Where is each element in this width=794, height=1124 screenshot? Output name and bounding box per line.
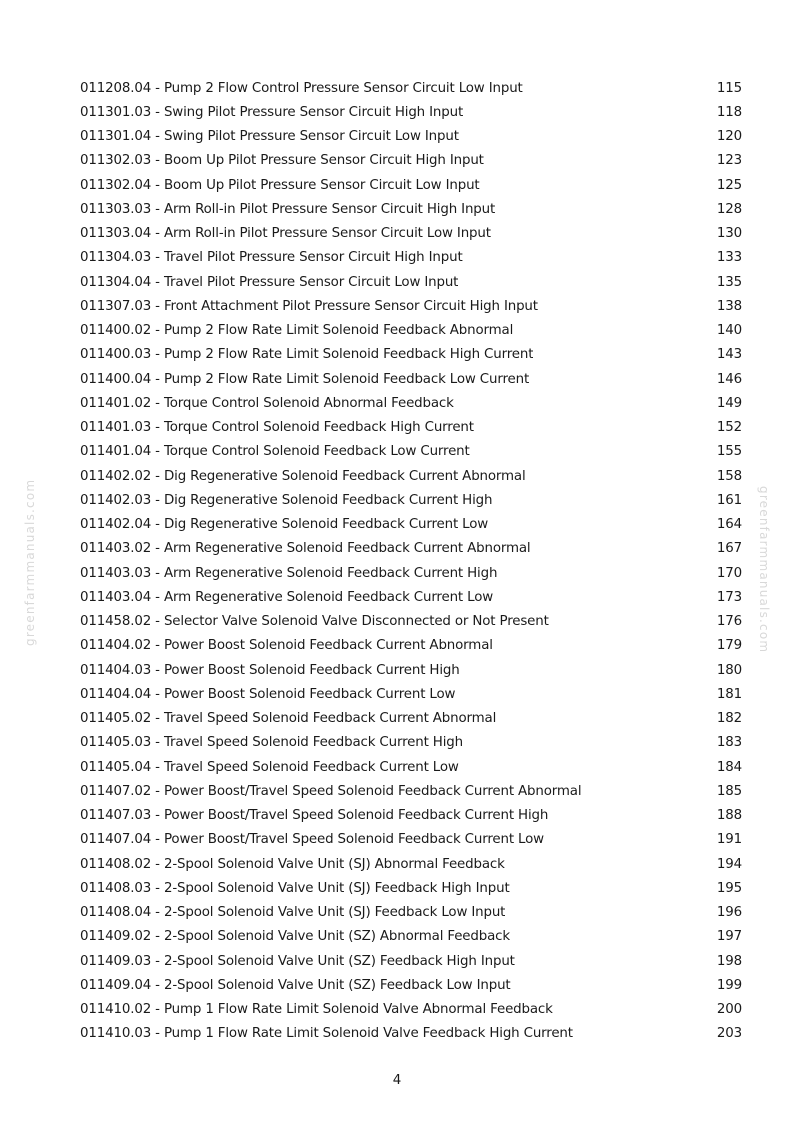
- toc-entry-title[interactable]: 011409.03 - 2-Spool Solenoid Valve Unit (SZ) Feedback High Input: [80, 953, 515, 969]
- toc-entry-title[interactable]: 011410.02 - Pump 1 Flow Rate Limit Solenoid Valve Abnormal Feedback: [80, 1002, 553, 1018]
- toc-entry-title[interactable]: 011408.02 - 2-Spool Solenoid Valve Unit (SJ) Abnormal Feedback: [80, 856, 505, 872]
- toc-entry[interactable]: [80, 197, 742, 221]
- toc-entry[interactable]: [80, 125, 742, 149]
- toc-entry[interactable]: [80, 222, 742, 246]
- toc-entry[interactable]: [80, 149, 742, 173]
- toc-entry-page[interactable]: 188: [716, 808, 742, 824]
- toc-entry-title[interactable]: 011407.03 - Power Boost/Travel Speed Solenoid Feedback Current High: [80, 808, 549, 824]
- toc-entry-title[interactable]: 011403.03 - Arm Regenerative Solenoid Feedback Current High: [80, 565, 498, 581]
- toc-entry-page[interactable]: 170: [716, 565, 742, 581]
- toc-entry-title[interactable]: 011408.03 - 2-Spool Solenoid Valve Unit (SJ) Feedback High Input: [80, 880, 510, 896]
- toc-entry[interactable]: [80, 100, 742, 124]
- toc-entry-title[interactable]: 011405.03 - Travel Speed Solenoid Feedback Current High: [80, 735, 463, 751]
- toc-entry[interactable]: [80, 319, 742, 343]
- toc-entry-page[interactable]: 140: [716, 323, 742, 339]
- toc-entry[interactable]: [80, 76, 742, 100]
- toc-entry[interactable]: [80, 343, 742, 367]
- toc-entry-page[interactable]: 196: [716, 905, 742, 921]
- toc-entry[interactable]: [80, 949, 742, 973]
- toc-entry-page[interactable]: 183: [716, 735, 742, 751]
- toc-entry[interactable]: [80, 901, 742, 925]
- watermark-left: greenfarmmanuals.com: [23, 478, 37, 646]
- toc-entry-title[interactable]: 011404.03 - Power Boost Solenoid Feedback Current High: [80, 662, 460, 678]
- toc-entry-title[interactable]: 011301.03 - Swing Pilot Pressure Sensor Circuit High Input: [80, 104, 464, 120]
- toc-entry[interactable]: [80, 488, 742, 512]
- toc-entry-page[interactable]: 161: [716, 492, 742, 508]
- toc-entry[interactable]: [80, 464, 742, 488]
- toc-entry-page[interactable]: 203: [716, 1026, 742, 1042]
- toc-entry[interactable]: [80, 246, 742, 270]
- toc-entry[interactable]: [80, 828, 742, 852]
- toc-entry-title[interactable]: 011208.04 - Pump 2 Flow Control Pressure Sensor Circuit Low Input: [80, 80, 523, 96]
- toc-entry-title[interactable]: 011405.04 - Travel Speed Solenoid Feedback Current Low: [80, 759, 459, 775]
- toc-entry-title[interactable]: 011304.03 - Travel Pilot Pressure Sensor Circuit High Input: [80, 250, 463, 266]
- toc-entry-title[interactable]: 011403.04 - Arm Regenerative Solenoid Feedback Current Low: [80, 589, 494, 605]
- toc-entry[interactable]: [80, 537, 742, 561]
- toc-entry[interactable]: [80, 1022, 742, 1046]
- toc-entry-title[interactable]: 011410.03 - Pump 1 Flow Rate Limit Solenoid Valve Feedback High Current: [80, 1026, 573, 1042]
- toc-entry-page[interactable]: 199: [716, 977, 742, 993]
- toc-entry-title[interactable]: 011401.03 - Torque Control Solenoid Feedback High Current: [80, 420, 474, 436]
- toc-entry-page[interactable]: 128: [716, 201, 742, 217]
- toc-entry-title[interactable]: 011458.02 - Selector Valve Solenoid Valve Disconnected or Not Present: [80, 614, 549, 630]
- toc-entry-title[interactable]: 011400.04 - Pump 2 Flow Rate Limit Solenoid Feedback Low Current: [80, 371, 530, 387]
- toc-entry-title[interactable]: 011402.02 - Dig Regenerative Solenoid Feedback Current Abnormal: [80, 468, 526, 484]
- toc-entry[interactable]: [80, 270, 742, 294]
- toc-entry[interactable]: [80, 585, 742, 609]
- toc-entry-title[interactable]: 011303.03 - Arm Roll-in Pilot Pressure Sensor Circuit High Input: [80, 201, 496, 217]
- toc-entry-page[interactable]: 180: [716, 662, 742, 678]
- toc-entry-page[interactable]: 195: [716, 880, 742, 896]
- toc-entry-page[interactable]: 194: [716, 856, 742, 872]
- toc-entry-title[interactable]: 011408.04 - 2-Spool Solenoid Valve Unit (SJ) Feedback Low Input: [80, 905, 506, 921]
- toc-entry-title[interactable]: 011407.04 - Power Boost/Travel Speed Solenoid Feedback Current Low: [80, 832, 544, 848]
- toc-entry-page[interactable]: 182: [716, 711, 742, 727]
- toc-entry-page[interactable]: 115: [716, 80, 742, 96]
- toc-entry-page[interactable]: 200: [716, 1002, 742, 1018]
- toc-entry-page[interactable]: 179: [716, 638, 742, 654]
- toc-entry[interactable]: [80, 173, 742, 197]
- toc-entry-title[interactable]: 011409.02 - 2-Spool Solenoid Valve Unit (SZ) Abnormal Feedback: [80, 929, 510, 945]
- toc-entry-page[interactable]: 118: [716, 104, 742, 120]
- toc-entry-title[interactable]: 011403.02 - Arm Regenerative Solenoid Feedback Current Abnormal: [80, 541, 531, 557]
- toc-entry-page[interactable]: 185: [716, 783, 742, 799]
- watermark-right: greenfarmmanuals.com: [757, 486, 771, 654]
- toc-entry-page[interactable]: 176: [716, 614, 742, 630]
- toc-entry-page[interactable]: 125: [716, 177, 742, 193]
- toc-entry[interactable]: [80, 998, 742, 1022]
- toc-entry-page[interactable]: 184: [716, 759, 742, 775]
- toc-entry-page[interactable]: 181: [716, 686, 742, 702]
- toc-entry-title[interactable]: 011404.04 - Power Boost Solenoid Feedback Current Low: [80, 686, 456, 702]
- toc-entry-title[interactable]: 011407.02 - Power Boost/Travel Speed Solenoid Feedback Current Abnormal: [80, 783, 582, 799]
- toc-entry[interactable]: [80, 731, 742, 755]
- toc-entry-title[interactable]: 011302.03 - Boom Up Pilot Pressure Sensor Circuit High Input: [80, 153, 484, 169]
- toc-entry-title[interactable]: 011401.04 - Torque Control Solenoid Feedback Low Current: [80, 444, 470, 460]
- toc-entry[interactable]: [80, 391, 742, 415]
- toc-entry[interactable]: [80, 610, 742, 634]
- toc-entry-title[interactable]: 011302.04 - Boom Up Pilot Pressure Sensor Circuit Low Input: [80, 177, 480, 193]
- toc-entry[interactable]: [80, 852, 742, 876]
- toc-entry-page[interactable]: 123: [716, 153, 742, 169]
- page-number: 4: [392, 1073, 402, 1088]
- toc-entry-title[interactable]: 011400.02 - Pump 2 Flow Rate Limit Solenoid Feedback Abnormal: [80, 323, 514, 339]
- toc-entry-title[interactable]: 011405.02 - Travel Speed Solenoid Feedback Current Abnormal: [80, 711, 497, 727]
- toc-entry-page[interactable]: 173: [716, 589, 742, 605]
- table-of-contents: [80, 76, 742, 1046]
- toc-entry-page[interactable]: 158: [716, 468, 742, 484]
- toc-entry-title[interactable]: 011402.03 - Dig Regenerative Solenoid Feedback Current High: [80, 492, 493, 508]
- toc-entry[interactable]: [80, 561, 742, 585]
- toc-entry[interactable]: [80, 779, 742, 803]
- toc-entry[interactable]: [80, 682, 742, 706]
- toc-entry-title[interactable]: 011409.04 - 2-Spool Solenoid Valve Unit (SZ) Feedback Low Input: [80, 977, 511, 993]
- toc-entry-title[interactable]: 011303.04 - Arm Roll-in Pilot Pressure Sensor Circuit Low Input: [80, 226, 491, 242]
- toc-entry-title[interactable]: 011307.03 - Front Attachment Pilot Pressure Sensor Circuit High Input: [80, 298, 538, 314]
- toc-entry-title[interactable]: 011404.02 - Power Boost Solenoid Feedback Current Abnormal: [80, 638, 493, 654]
- toc-entry-page[interactable]: 143: [716, 347, 742, 363]
- toc-entry-page[interactable]: 164: [716, 517, 742, 533]
- toc-entry[interactable]: [80, 416, 742, 440]
- toc-entry-page[interactable]: 155: [716, 444, 742, 460]
- toc-entry-title[interactable]: 011402.04 - Dig Regenerative Solenoid Feedback Current Low: [80, 517, 489, 533]
- toc-entry-page[interactable]: 130: [716, 226, 742, 242]
- toc-entry-page[interactable]: 146: [716, 371, 742, 387]
- toc-entry[interactable]: [80, 634, 742, 658]
- toc-entry[interactable]: [80, 755, 742, 779]
- toc-entry-page[interactable]: 135: [716, 274, 742, 290]
- toc-entry[interactable]: [80, 876, 742, 900]
- toc-entry-page[interactable]: 133: [716, 250, 742, 266]
- toc-entry-title[interactable]: 011401.02 - Torque Control Solenoid Abnormal Feedback: [80, 395, 454, 411]
- toc-entry-page[interactable]: 138: [716, 298, 742, 314]
- toc-entry-page[interactable]: 120: [716, 129, 742, 145]
- toc-entry-page[interactable]: 197: [716, 929, 742, 945]
- toc-entry[interactable]: [80, 367, 742, 391]
- toc-entry-page[interactable]: 167: [716, 541, 742, 557]
- toc-entry-title[interactable]: 011400.03 - Pump 2 Flow Rate Limit Solenoid Feedback High Current: [80, 347, 534, 363]
- toc-entry[interactable]: [80, 707, 742, 731]
- toc-entry[interactable]: [80, 513, 742, 537]
- toc-entry-page[interactable]: 152: [716, 420, 742, 436]
- toc-entry-title[interactable]: 011304.04 - Travel Pilot Pressure Sensor Circuit Low Input: [80, 274, 459, 290]
- toc-entry-page[interactable]: 191: [716, 832, 742, 848]
- toc-entry[interactable]: [80, 658, 742, 682]
- toc-entry[interactable]: [80, 973, 742, 997]
- toc-entry[interactable]: [80, 294, 742, 318]
- toc-entry-page[interactable]: 198: [716, 953, 742, 969]
- toc-entry-page[interactable]: 149: [716, 395, 742, 411]
- toc-entry[interactable]: [80, 925, 742, 949]
- toc-entry[interactable]: [80, 440, 742, 464]
- toc-entry[interactable]: [80, 804, 742, 828]
- toc-entry-title[interactable]: 011301.04 - Swing Pilot Pressure Sensor Circuit Low Input: [80, 129, 459, 145]
